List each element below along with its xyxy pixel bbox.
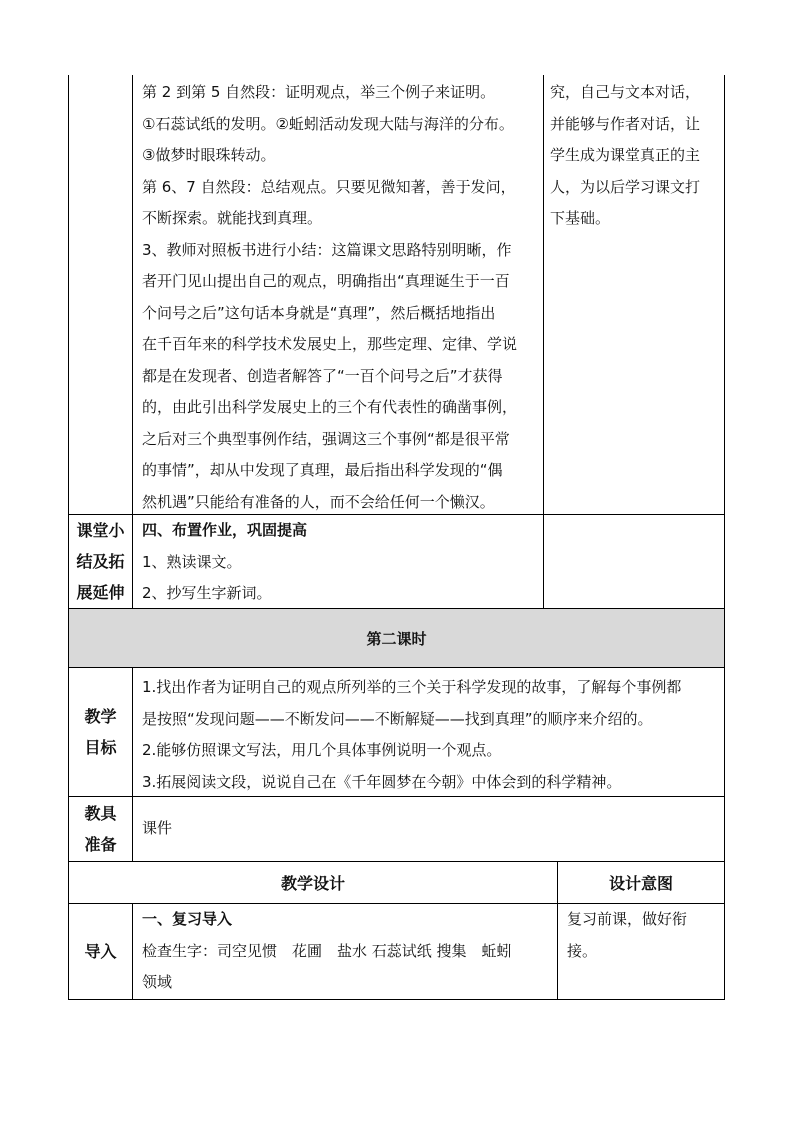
tools-value: 课件 <box>142 819 173 837</box>
intent-header-cell <box>557 861 725 903</box>
intro-label: 导入 <box>84 942 117 961</box>
content-line: 的事情”，却从中发现了真理，最后指出科学发现的“偶 <box>142 461 503 479</box>
intent-line: 下基础。 <box>550 209 611 227</box>
section-title: 第二课时 <box>366 629 427 648</box>
label-cell-intro <box>68 903 132 1000</box>
label-cell-continued <box>68 75 132 514</box>
content-line: 3、教师对照板书进行小结：这篇课文思路特别明晰，作 <box>142 240 512 259</box>
content-line: 第 2 到第 5 自然段：证明观点，举三个例子来证明。 <box>142 83 496 101</box>
summary-label-line: 课堂小 <box>76 521 125 540</box>
intent-line: 学生成为课堂真正的主 <box>550 146 701 164</box>
content-cell-intro <box>132 903 557 1000</box>
content-line: 第 6、7 自然段：总结观点。只要见微知著，善于发问， <box>142 177 516 196</box>
intro-intent-line: 接。 <box>567 941 598 960</box>
tools-label-line: 准备 <box>84 835 117 854</box>
goals-label-line: 目标 <box>84 738 117 757</box>
content-line: ③做梦时眼珠转动。 <box>142 146 276 164</box>
goal-line: 是按照“发现问题——不断发问——不断解疑——找到真理”的顺序来介绍的。 <box>142 709 653 728</box>
design-header-cell <box>68 861 557 903</box>
goal-line: 3.拓展阅读文段，说说自己在《千年圆梦在今朝》中体会到的科学精神。 <box>142 772 622 791</box>
content-line: 者开门见山提出自己的观点，明确指出“真理诞生于一百 <box>142 272 510 290</box>
homework-heading: 四、布置作业，巩固提高 <box>142 521 308 539</box>
intro-heading: 一、复习导入 <box>142 910 233 928</box>
content-line: 之后对三个典型事例作结，强调这三个事例“都是很平常 <box>142 429 510 448</box>
intro-intent-line: 复习前课，做好衔 <box>567 910 688 928</box>
homework-item: 1、熟读课文。 <box>142 552 242 571</box>
label-cell-goals <box>68 667 132 796</box>
content-cell-continued <box>132 75 543 514</box>
content-line: 个问号之后”这句话本身就是“真理”，然后概括地指出 <box>142 303 496 322</box>
design-header-label: 教学设计 <box>280 874 345 893</box>
intro-line: 检查生字：司空见惯 花圃 盐水 石蕊试纸 搜集 蚯蚓 <box>142 941 512 960</box>
summary-label-line: 结及拓 <box>76 552 125 571</box>
tools-label-line: 教具 <box>84 804 117 823</box>
intro-line: 领域 <box>142 973 173 991</box>
label-cell-tools <box>68 796 132 861</box>
content-cell-tools <box>132 796 725 861</box>
content-line: 的，由此引出科学发展史上的三个有代表性的确凿事例， <box>142 398 518 416</box>
goals-label-line: 教学 <box>84 707 117 726</box>
intent-line: 人，为以后学习课文打 <box>550 177 701 196</box>
intent-cell-intro <box>557 903 725 1000</box>
intent-cell-continued <box>543 75 725 514</box>
goal-line: 1.找出作者为证明自己的观点所列举的三个关于科学发现的故事，了解每个事例都 <box>142 678 682 696</box>
intent-cell-summary <box>543 514 725 608</box>
goal-line: 2.能够仿照课文写法，用几个具体事例说明一个观点。 <box>142 741 502 759</box>
intent-line: 究，自己与文本对话， <box>550 83 701 101</box>
content-cell-summary <box>132 514 543 608</box>
content-line: 不断探索。就能找到真理。 <box>142 209 323 227</box>
content-cell-goals <box>132 667 725 796</box>
intent-line: 并能够与作者对话，让 <box>550 114 701 133</box>
content-line: 然机遇”只能给有准备的人，而不会给任何一个懒汉。 <box>142 492 495 511</box>
content-line: 在千百年来的科学技术发展史上，那些定理、定律、学说 <box>142 335 518 353</box>
label-cell-summary <box>68 514 132 608</box>
content-line: ①石蕊试纸的发明。②蚯蚓活动发现大陆与海洋的分布。 <box>142 114 514 133</box>
section-title-cell <box>68 608 725 667</box>
summary-label-line: 展延伸 <box>76 583 125 602</box>
homework-item: 2、抄写生字新词。 <box>142 584 272 602</box>
intent-header-label: 设计意图 <box>608 874 673 893</box>
content-line: 都是在发现者、创造者解答了“一百个问号之后”才获得 <box>142 366 503 385</box>
